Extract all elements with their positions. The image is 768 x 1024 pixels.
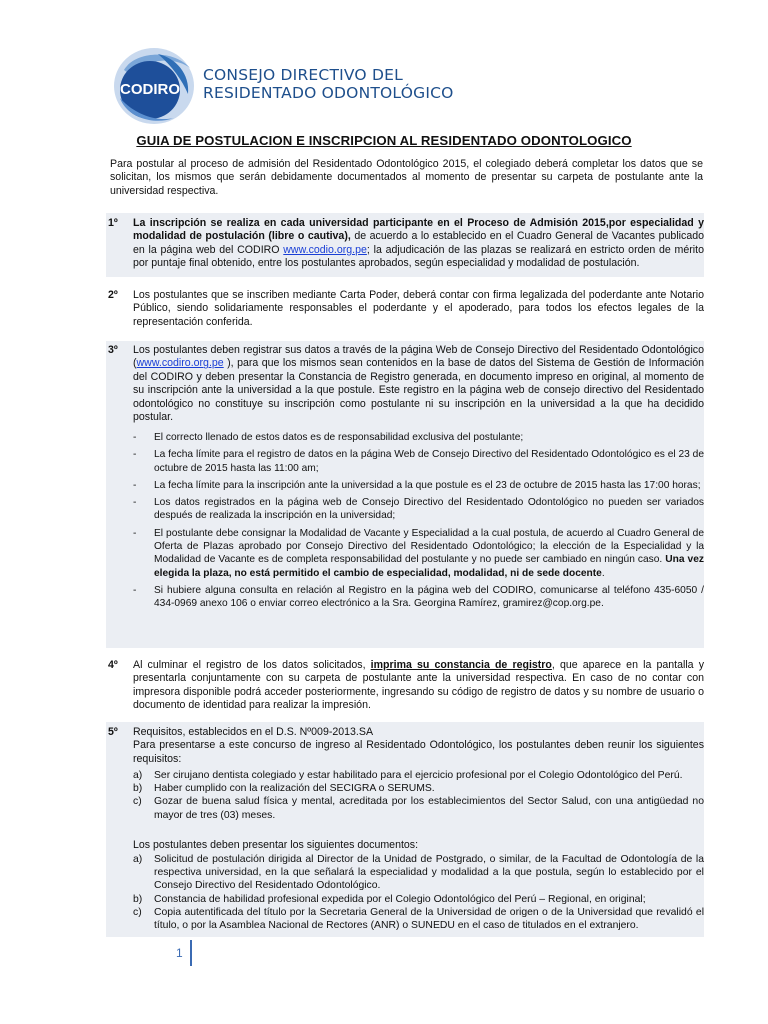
list-item: - La fecha límite para la inscripción ante la universidad a la que postule es el 23 de octubre de 2015 hasta las 17:00 horas; xyxy=(133,479,701,491)
section-5-number: 5º xyxy=(108,726,118,738)
list-item: c) Gozar de buena salud física y mental, acreditada por los establecimientos del Sector Salud, con una antigüedad no mayor de tres (03) meses. xyxy=(133,796,704,821)
codiro-link-1[interactable]: www.codio.org.pe xyxy=(283,243,367,256)
logo-text: CODIRO xyxy=(120,81,180,98)
list-item: - Los datos registrados en la página web de Consejo Directivo del Residentado Odontológico no pueden ser variados después de realizada la inscripción en la universidad; xyxy=(133,497,704,522)
page-number-divider xyxy=(190,940,192,966)
section-5-line-1: Requisitos, establecidos en el D.S. Nº009-2013.SA xyxy=(133,726,374,738)
section-5-text xyxy=(133,726,704,766)
section-4-bold: imprima su constancia de registro xyxy=(370,659,552,671)
documents-list xyxy=(133,853,704,932)
organization-name xyxy=(203,66,454,102)
requirements-list xyxy=(133,769,704,822)
section-3-text-a: Los postulantes deben registrar sus datos a través de la página Web de Consejo Directivo del Residentado Odontológico ( xyxy=(133,344,704,370)
org-line-2: RESIDENTADO ODONTOLÓGICO xyxy=(203,84,454,102)
section-1-text xyxy=(133,217,704,271)
section-1-bold: La inscripción se realiza en cada universidad participante en el Proceso de Admisión 2015,por especialidad y modalidad de postulación (libre o cautiva), xyxy=(133,217,704,243)
org-line-1: CONSEJO DIRECTIVO DEL xyxy=(203,66,403,84)
section-2-text: Los postulantes que se inscriben mediante Carta Poder, deberá contar con firma legalizada del poderdante ante Notario Público, siendo solidariamente responsables el poderdante y el apoderado, para todos los efectos legales de la representación conferida. xyxy=(133,289,704,328)
codiro-link-2[interactable]: www.codiro.org.pe xyxy=(136,357,224,370)
codiro-logo xyxy=(112,46,200,126)
list-item: - La fecha límite para el registro de datos en la página Web de Consejo Directivo del Residentado Odontológico es el 23 de octubre de 2015 hasta las 11:00 am; xyxy=(133,449,704,474)
section-5-line-2: Para presentarse a este concurso de ingreso al Residentado Odontológico, los postulantes deben reunir los siguientes requisitos: xyxy=(133,739,704,765)
list-item: - Si hubiere alguna consulta en relación al Registro en la página web del CODIRO, comunicarse al teléfono 435-6050 / 434-0969 anexo 106 o enviar correo electrónico a la Sra. Georgina Ramírez, gramirez@cop.org.pe. xyxy=(133,584,704,610)
list-item: - El correcto llenado de estos datos es de responsabilidad exclusiva del postulante; xyxy=(133,432,524,443)
list-item: a) Ser cirujano dentista colegiado y estar habilitado para el ejercicio profesional por el Colegio Odontológico del Perú. xyxy=(133,770,683,781)
list-item: - El postulante debe consignar la Modalidad de Vacante y Especialidad a la cual postula, de acuerdo al Cuadro General de Oferta de Plazas aprobado por Consejo Directivo del Residentado Odontológico; la elección de la Especialidad y la Modalidad de Vacante es de completa responsabilidad del postulante y no puede ser cambiado en ningún caso. Una vez elegida la plaza, no está permitido el cambio de especialidad, modalidad, ni de sede docente. xyxy=(133,527,704,579)
section-4-text xyxy=(133,659,704,713)
section-3-bullet-list xyxy=(133,431,704,615)
section-3-number: 3º xyxy=(108,344,118,356)
section-1-text-a: de acuerdo a lo establecido en el Cuadro General de Vacantes publicado en la página web del CODIRO xyxy=(133,230,704,256)
section-4-text-b: , que aparece en la pantalla y presentarla conjuntamente con su carpeta de postulante ante la universidad respectiva. En caso de no contar con impresora disponible podrá acceder posteriormente, ingresando su código de registro de datos y su nombre de usuario o documento de identidad para realizar la impresión. xyxy=(133,659,704,712)
section-3-text-b: ), para que los mismos sean contenidos en la base de datos del Sistema de Gestión de Información del CODIRO y deben presentar la Constancia de Registro generada, en documento impreso en original, al momento de su inscripción ante la universidad a la que postule. Este registro en la página web de consejo directivo del Residentado odontológico no constituye su inscripción como postulante ni su inscripción en la universidad a la que ha decidido postular. xyxy=(133,357,704,424)
list-item: b) Constancia de habilidad profesional expedida por el Colegio Odontológico del Perú – Regional, en original; xyxy=(133,893,646,905)
section-2-number: 2º xyxy=(108,289,118,301)
list-item: a) Solicitud de postulación dirigida al Director de la Unidad de Postgrado, o similar, de la Facultad de Odontología de la respectiva universidad, en la que señalará la especialidad y modalidad a la que postula, según lo establecido por el Consejo Directivo del Residentado Odontológico. xyxy=(133,854,704,892)
document-title: GUIA DE POSTULACION E INSCRIPCION AL RESIDENTADO ODONTOLOGICO xyxy=(136,133,632,148)
section-3-text xyxy=(133,344,704,424)
section-4-text-a: Al culminar el registro de los datos solicitados, xyxy=(133,659,371,671)
page-number: 1 xyxy=(176,946,183,960)
list-item: b) Haber cumplido con la realización del SECIGRA o SERUMS. xyxy=(133,783,435,795)
intro-paragraph: Para postular al proceso de admisión del Residentado Odontológico 2015, el colegiado deberá completar los datos que se solicitan, los mismos que serán debidamente documentados al momento de presentar su carpeta de postulante ante la universidad respectiva. xyxy=(110,158,703,197)
documents-intro: Los postulantes deben presentar los siguientes documentos: xyxy=(133,839,419,851)
section-1-number: 1º xyxy=(108,217,118,229)
section-4-number: 4º xyxy=(108,659,118,671)
section-1-text-b: ; la adjudicación de las plazas se realizará en estricto orden de mérito por puntaje final obtenido, entre los postulantes aprobados, según especialidad y modalidad de postulación. xyxy=(133,243,704,270)
list-item: c) Copia autentificada del título por la Secretaria General de la Universidad de origen o de la Universidad que revalidó el título, o por la Asamblea Nacional de Rectores (ANR) o SUNEDU en el caso de titulados en el extranjero. xyxy=(133,906,704,932)
